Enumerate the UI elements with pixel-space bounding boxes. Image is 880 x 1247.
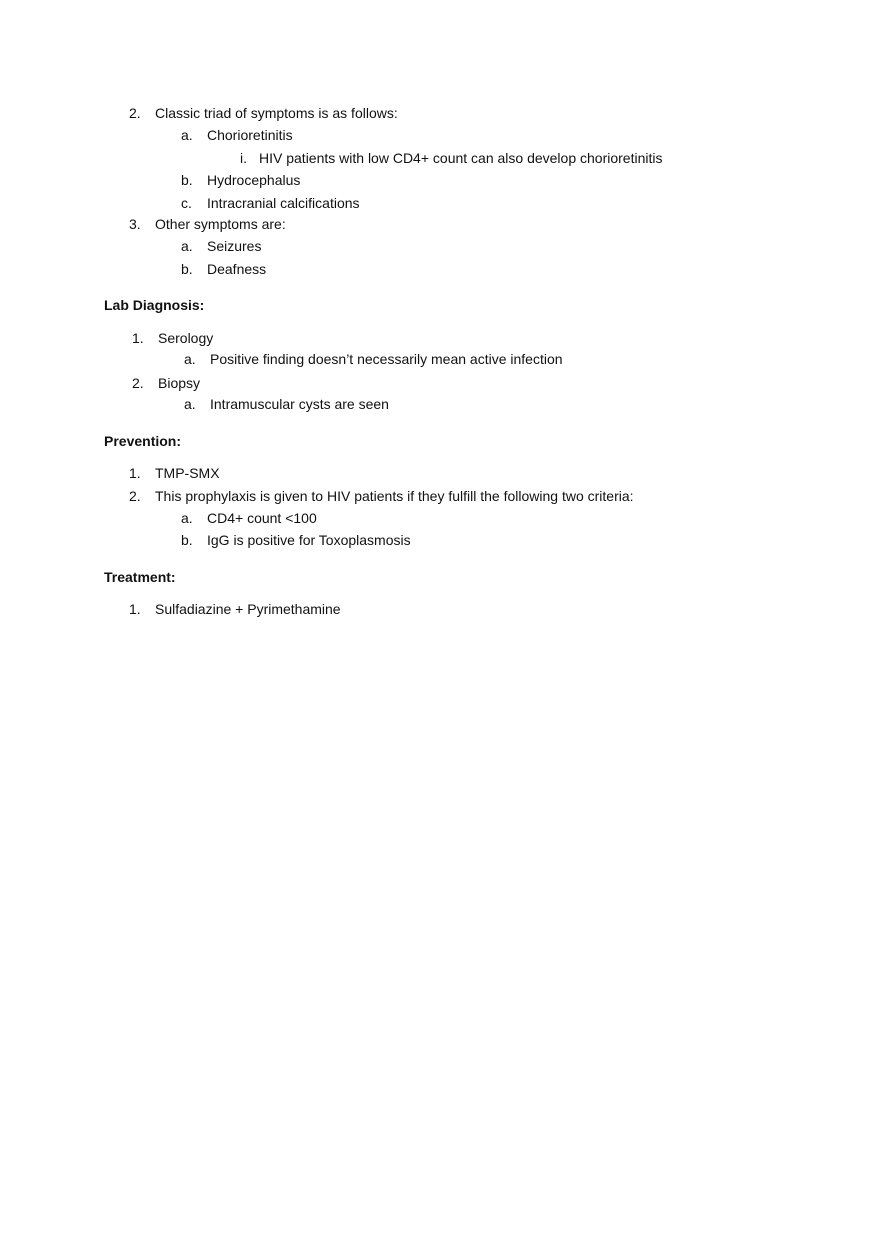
list-marker: b. xyxy=(181,172,193,188)
list-item: Intracranial calcifications xyxy=(207,195,360,211)
list-item: Seizures xyxy=(207,238,262,254)
list-marker: 2. xyxy=(132,375,144,391)
list-marker: a. xyxy=(181,510,193,526)
list-marker: 1. xyxy=(132,330,144,346)
list-item: Biopsy xyxy=(158,375,201,391)
list-item: Sulfadiazine + Pyrimethamine xyxy=(155,601,341,617)
list-item: Positive finding doesn’t necessarily mean active infection xyxy=(210,351,563,367)
list-marker: 1. xyxy=(129,601,141,617)
list-item: Other symptoms are: xyxy=(155,216,286,232)
list-item: CD4+ count <100 xyxy=(207,510,317,526)
list-marker: b. xyxy=(181,261,193,277)
list-marker: a. xyxy=(181,238,193,254)
list-marker: a. xyxy=(184,396,196,412)
section-heading: Treatment: xyxy=(104,569,176,585)
list-marker: 2. xyxy=(129,488,141,504)
list-item: HIV patients with low CD4+ count can also develop chorioretinitis xyxy=(259,150,663,166)
list-item: Deafness xyxy=(207,261,267,277)
list-item: This prophylaxis is given to HIV patients if they fulfill the following two criteria: xyxy=(155,488,634,504)
list-marker: c. xyxy=(181,195,192,211)
list-item: Hydrocephalus xyxy=(207,172,301,188)
list-item: Intramuscular cysts are seen xyxy=(210,396,389,412)
list-item: Serology xyxy=(158,330,214,346)
list-marker: a. xyxy=(181,127,193,143)
section-heading: Prevention: xyxy=(104,433,182,449)
list-item: Chorioretinitis xyxy=(207,127,293,143)
list-marker: b. xyxy=(181,532,193,548)
list-marker: 2. xyxy=(129,105,141,121)
list-item: TMP-SMX xyxy=(155,465,220,481)
list-item: IgG is positive for Toxoplasmosis xyxy=(207,532,411,548)
list-marker: 1. xyxy=(129,465,141,481)
section-heading: Lab Diagnosis: xyxy=(104,297,205,313)
list-marker: i. xyxy=(240,150,247,166)
list-marker: a. xyxy=(184,351,196,367)
list-item: Classic triad of symptoms is as follows: xyxy=(155,105,398,121)
list-marker: 3. xyxy=(129,216,141,232)
